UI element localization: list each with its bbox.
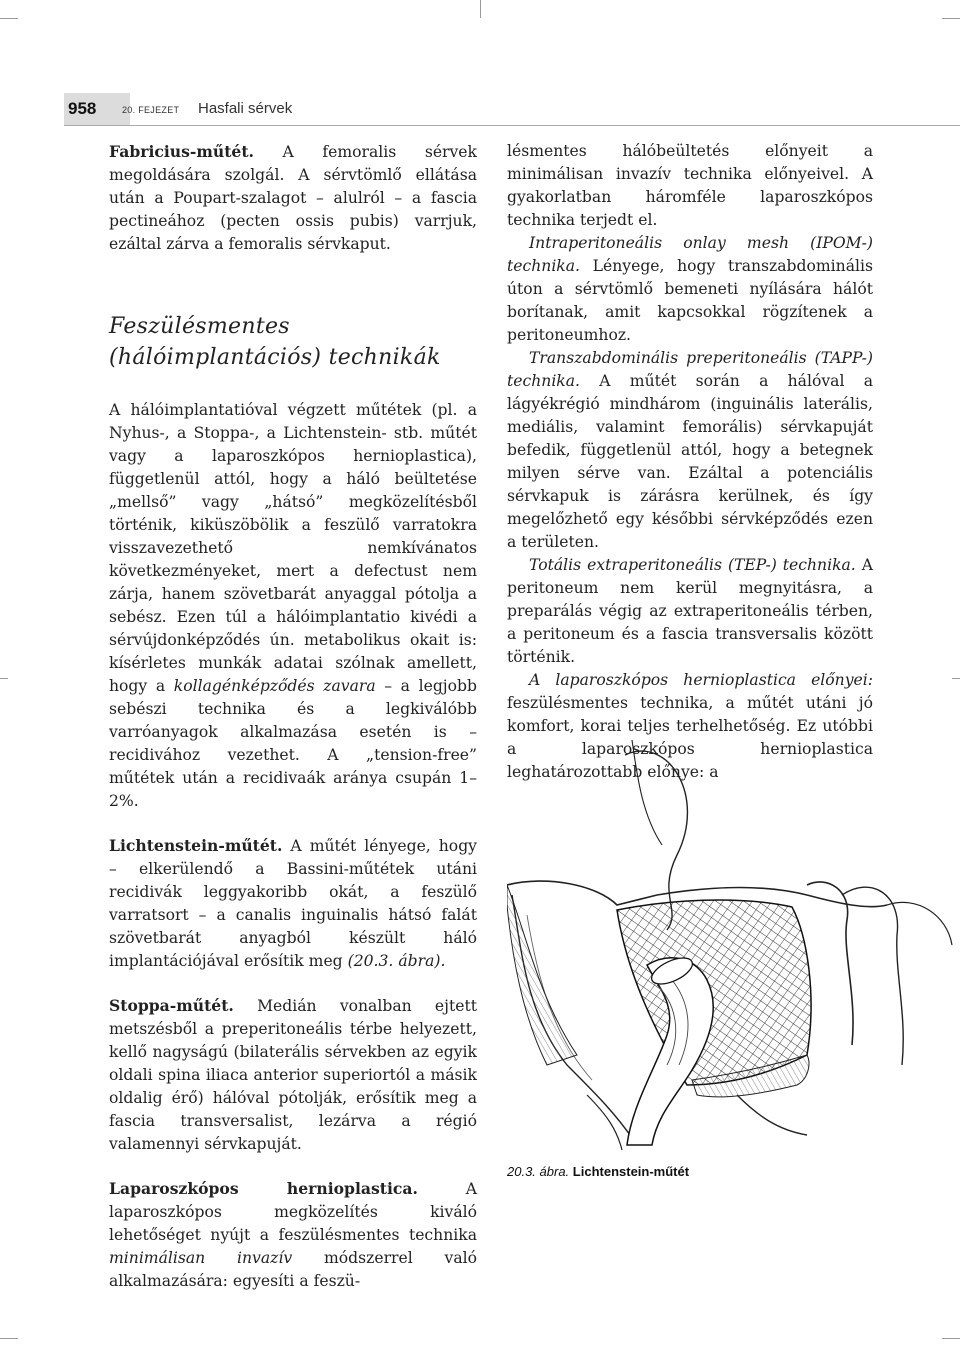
right-column bbox=[507, 140, 873, 784]
lead-laparoscopic: Laparoszkópos hernioplastica. bbox=[109, 1179, 418, 1198]
crop-mark bbox=[0, 18, 18, 19]
chapter-label: 20. FEJEZET bbox=[122, 105, 180, 115]
text-lichtenstein: A műtét lényege, hogy – elkerülendő a Bassini-műtétek utáni recidivák leggyakoribb okát, a feszülő varratsort – a canalis inguinalis hátsó falát szövetbarát anyagból készült háló implantációjával erősítik meg bbox=[109, 837, 477, 970]
text-intro-italic: kollagénképződés zavara bbox=[173, 677, 376, 695]
text-intro-a: A hálóimplantatióval végzett műtétek (pl. a Nyhus-, a Stoppa-, a Lichtenstein- stb. műtét vagy a laparoszkópos hernioplastica), függetlenül attól, hogy a háló beültetése „mellső” vagy „hátsó” megközelítésből történik, kiküszöbölik a feszülő varratokra visszavezethető nemkívánatos következményeket, mert a defectust nem zárja, hanem szövetbarát anyaggal pótolja a sebész. Ezen túl a hálóimplantatio kivédi a sérvújdonképződés ún. metabolikus okait is: kísérletes munkák adatai szólnak amellett, hogy a bbox=[109, 401, 477, 695]
term-ipom: Intraperitoneális onlay mesh (IPOM-) technika. bbox=[507, 234, 873, 275]
paragraph-tapp bbox=[507, 347, 873, 554]
paragraph-continuation: lésmentes hálóbeültetés előnyeit a minimálisan invazív technika előnyeivel. A gyakorlatban háromféle laparoszkópos technika terjedt el. bbox=[507, 142, 873, 229]
header-rule bbox=[64, 125, 960, 126]
text-tapp: A műtét során a hálóval a lágyékrégió mindhárom (inguinális laterális, mediális, valamint femorális) sérvkapuját befedik, függetlenül attól, hogy a betegnek milyen sérve van. Ezáltal a potenciális sérvkapuk is zárásra kerülnek, és így megelőzhető egy későbbi sérvképződés ezen a területen. bbox=[507, 372, 873, 551]
paragraph-lichtenstein bbox=[109, 834, 477, 973]
text-laparoscopic-a: A laparoszkópos megközelítés kiváló lehetőséget nyújt a feszülésmentes technika bbox=[109, 1180, 478, 1244]
term-advantages: A laparoszkópos hernioplastica előnyei: bbox=[529, 671, 873, 689]
text-fabricius: A femoralis sérvek megoldására szolgál. A sérvtömlő ellátása után a Poupart-szalagot – alulról – a fascia pectineához (pecten ossis pubis) varrjuk, ezáltal zárva a femoralis sérvkaput. bbox=[109, 143, 477, 253]
paragraph-laparoscopic bbox=[109, 1177, 477, 1293]
crop-mark bbox=[942, 1338, 960, 1339]
paragraph-intro bbox=[109, 399, 477, 813]
text-laparoscopic-b: módszerrel való alkalmazására: egyesíti a feszü- bbox=[109, 1249, 478, 1290]
text-laparoscopic-italic: minimálisan invazív bbox=[109, 1249, 293, 1267]
text-ipom: Lényege, hogy transzabdominális úton a sérvtömlő bemeneti nyílására hálót borítanak, amit kapcsokkal rögzítenek a peritoneumhoz. bbox=[507, 257, 873, 344]
text-tep: A peritoneum nem kerül megnyitásra, a preparálás végig az extraperitoneális térben, a peritoneum és a fascia transversalis között történik. bbox=[507, 556, 874, 666]
paragraph-fabricius bbox=[109, 140, 477, 256]
text-advantages: feszülésmentes technika, a műtét utáni jó komfort, korai teljes terhelhetőség. Ez utóbbi a laparoszkópos hernioplastica leghatározottabb előnye: a bbox=[507, 694, 873, 781]
text-stoppa: Medián vonalban ejtett metszésből a preperitoneális térbe helyezett, kellő nagyságú (bilaterális sérvekben az egyik oldali spina iliaca anterior superiortól a másik oldalig érő) hálóval pótolják, erősítik meg a fascia transversalist, lezárva a régió valamennyi sérvkapuját. bbox=[109, 997, 477, 1153]
figure-number: 20.3. ábra. bbox=[507, 1164, 570, 1179]
lead-stoppa: Stoppa-műtét. bbox=[109, 996, 234, 1015]
section-heading: Feszülésmentes (hálóimplantációs) technikák bbox=[109, 314, 441, 370]
crop-mark bbox=[0, 678, 8, 679]
page-header bbox=[42, 93, 960, 125]
paragraph-tep bbox=[507, 554, 873, 669]
paragraph-ipom bbox=[507, 232, 873, 347]
paragraph-stoppa bbox=[109, 994, 477, 1156]
surgical-illustration bbox=[507, 735, 959, 1155]
text-intro-b: – a legjobb sebészi technika és a legkiválóbb varróanyagok alkalmazása esetén is – recidivához vezethet. A „tension-free” műtétek után a recidivaák aránya csupán 1–2%. bbox=[109, 677, 477, 810]
figure-reference: (20.3. ábra). bbox=[347, 952, 446, 970]
running-title: Hasfali sérvek bbox=[198, 100, 293, 117]
figure-title: Lichtenstein-műtét bbox=[572, 1164, 690, 1179]
crop-mark bbox=[0, 1338, 18, 1339]
term-tep: Totális extraperitoneális (TEP-) technika. bbox=[529, 556, 856, 574]
page-number: 958 bbox=[64, 93, 130, 125]
lead-fabricius: Fabricius-műtét. bbox=[109, 142, 254, 161]
term-tapp: Transzabdominális preperitoneális (TAPP-) technika. bbox=[507, 349, 873, 390]
crop-mark bbox=[952, 678, 960, 679]
crop-mark bbox=[480, 0, 481, 18]
figure-caption bbox=[507, 1164, 689, 1179]
crop-mark bbox=[942, 18, 960, 19]
lead-lichtenstein: Lichtenstein-műtét. bbox=[109, 836, 283, 855]
left-column bbox=[109, 140, 477, 1293]
